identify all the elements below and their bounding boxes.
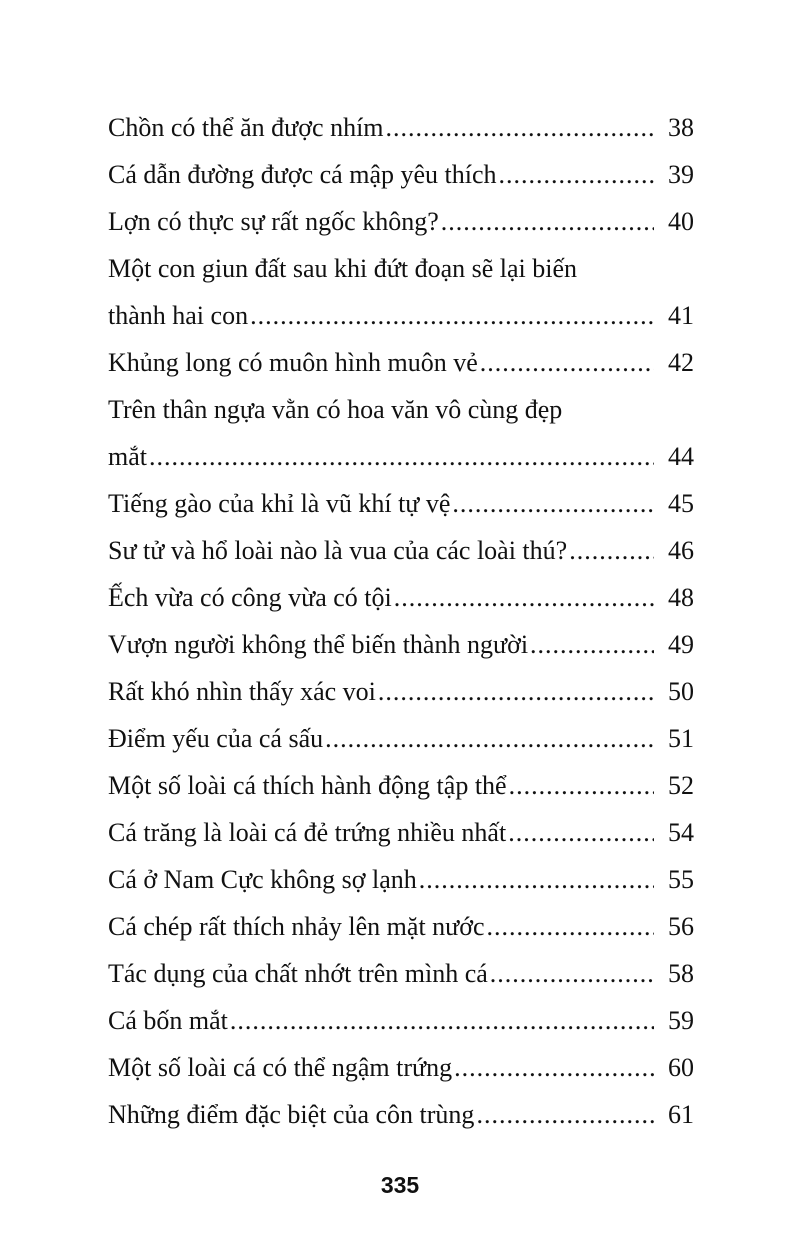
toc-title: Những điểm đặc biệt của côn trùng [108,1100,475,1129]
toc-page: 45 [668,489,694,518]
toc-title: Cá dẫn đường được cá mập yêu thích [108,160,497,189]
toc-title: Một số loài cá có thể ngậm trứng [108,1053,453,1082]
toc-title-line1: Một con giun đất sau khi đứt đoạn sẽ lại biến [108,254,578,283]
toc-page: 54 [668,818,694,847]
toc-title: Rất khó nhìn thấy xác voi [108,677,376,706]
toc-title: Ếch vừa có công vừa có tội [108,583,392,612]
table-of-contents [108,104,694,1138]
toc-title: Tác dụng của chất nhớt trên mình cá [108,959,488,988]
toc-title: Cá chép rất thích nhảy lên mặt nước [108,912,485,941]
dot-leader [394,574,654,621]
toc-title: Khủng long có muôn hình muôn vẻ [108,348,478,377]
toc-title-line1: Trên thân ngựa vằn có hoa văn vô cùng đẹp [108,395,563,424]
toc-title: Một số loài cá thích hành động tập thể [108,771,507,800]
page-number: 335 [380,1172,420,1198]
toc-title: Vượn người không thể biến thành người [108,630,529,659]
toc-title: Cá ở Nam Cực không sợ lạnh [108,865,417,894]
toc-title: Sư tử và hổ loài nào là vua của các loài thú? [108,536,568,565]
toc-title: Điểm yếu của cá sấu [108,724,324,753]
toc-page: 55 [668,865,694,894]
toc-entry[interactable] [108,621,694,668]
toc-entry[interactable] [108,527,694,574]
dot-leader [250,292,654,339]
toc-page: 51 [668,724,694,753]
toc-page: 41 [668,301,694,330]
toc-entry[interactable] [108,950,694,997]
dot-leader [419,856,654,903]
dot-leader [386,104,654,151]
toc-page: 46 [668,536,694,565]
toc-page: 49 [668,630,694,659]
toc-entry[interactable] [108,1044,694,1091]
dot-leader [325,715,654,762]
toc-entry[interactable] [108,386,694,480]
toc-entry[interactable] [108,856,694,903]
toc-page: 60 [668,1053,694,1082]
toc-page: 50 [668,677,694,706]
dot-leader [441,198,654,245]
toc-entry[interactable] [108,245,694,339]
toc-title: Lợn có thực sự rất ngốc không? [108,207,439,236]
toc-page: 38 [668,113,694,142]
toc-entry[interactable] [108,104,694,151]
dot-leader [487,903,654,950]
dot-leader [378,668,654,715]
toc-entry[interactable] [108,668,694,715]
toc-page: 61 [668,1100,694,1129]
toc-entry[interactable] [108,997,694,1044]
dot-leader [508,809,654,856]
toc-entry[interactable] [108,151,694,198]
toc-title: thành hai con [108,301,249,330]
toc-entry[interactable] [108,1091,694,1138]
toc-title: Chồn có thể ăn được nhím [108,113,384,142]
toc-entry[interactable] [108,903,694,950]
toc-entry[interactable] [108,574,694,621]
toc-page: 58 [668,959,694,988]
dot-leader [452,480,654,527]
toc-page: 56 [668,912,694,941]
toc-page: 44 [668,442,694,471]
dot-leader [509,762,654,809]
dot-leader [569,527,654,574]
toc-entry[interactable] [108,809,694,856]
toc-page: 40 [668,207,694,236]
dot-leader [530,621,654,668]
dot-leader [490,950,654,997]
toc-entry[interactable] [108,762,694,809]
toc-page: 39 [668,160,694,189]
toc-page: 42 [668,348,694,377]
dot-leader [454,1044,654,1091]
toc-entry[interactable] [108,480,694,527]
toc-entry[interactable] [108,198,694,245]
dot-leader [499,151,654,198]
toc-entry[interactable] [108,339,694,386]
dot-leader [480,339,654,386]
toc-page: 59 [668,1006,694,1035]
toc-title: Cá bốn mắt [108,1006,228,1035]
toc-title: Cá trăng là loài cá đẻ trứng nhiều nhất [108,818,507,847]
toc-page: 52 [668,771,694,800]
toc-entry[interactable] [108,715,694,762]
dot-leader [230,997,654,1044]
dot-leader [149,433,654,480]
toc-title: Tiếng gào của khỉ là vũ khí tự vệ [108,489,451,518]
dot-leader [476,1091,654,1138]
toc-page: 48 [668,583,694,612]
toc-title: mắt [108,442,147,471]
